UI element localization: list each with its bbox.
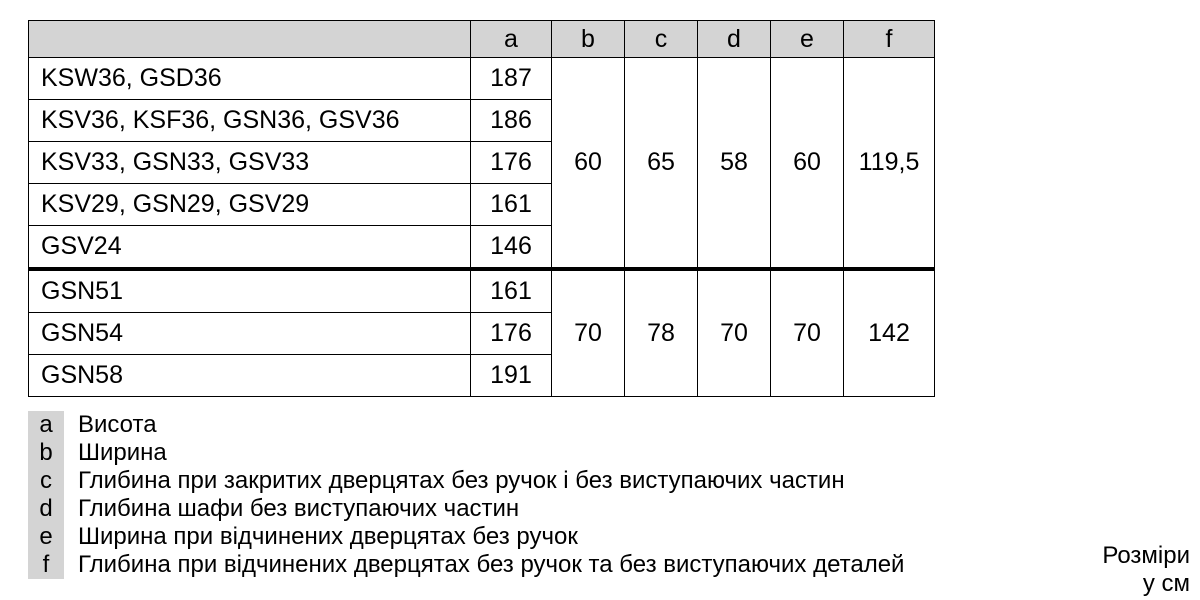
model-cell: KSV33, GSN33, GSV33 bbox=[29, 142, 471, 184]
height-cell: 146 bbox=[471, 226, 552, 270]
header-model bbox=[29, 21, 471, 58]
legend-item bbox=[28, 495, 904, 523]
cabinet-depth-cell: 58 bbox=[698, 58, 771, 270]
width-cell: 60 bbox=[552, 58, 625, 270]
legend-item bbox=[28, 467, 904, 495]
depth-closed-cell: 65 bbox=[625, 58, 698, 270]
legend-key: f bbox=[28, 551, 64, 579]
width-cell: 70 bbox=[552, 269, 625, 397]
header-c: c bbox=[625, 21, 698, 58]
model-cell: KSV29, GSN29, GSV29 bbox=[29, 184, 471, 226]
legend-text: Висота bbox=[78, 411, 157, 438]
legend-key: a bbox=[28, 411, 64, 439]
legend-key: c bbox=[28, 467, 64, 495]
legend-key: b bbox=[28, 439, 64, 467]
legend-key: d bbox=[28, 495, 64, 523]
model-cell: KSV36, KSF36, GSN36, GSV36 bbox=[29, 100, 471, 142]
legend-text: Ширина bbox=[78, 439, 167, 466]
height-cell: 176 bbox=[471, 142, 552, 184]
header-row bbox=[29, 21, 935, 58]
table-row bbox=[29, 58, 935, 100]
legend bbox=[28, 411, 904, 579]
legend-item bbox=[28, 551, 904, 579]
units-note bbox=[1102, 542, 1190, 598]
legend-key: e bbox=[28, 523, 64, 551]
depth-open-cell: 119,5 bbox=[844, 58, 935, 270]
height-cell: 186 bbox=[471, 100, 552, 142]
table-row bbox=[29, 269, 935, 313]
cabinet-depth-cell: 70 bbox=[698, 269, 771, 397]
units-line-2: у см bbox=[1142, 570, 1190, 597]
height-cell: 161 bbox=[471, 269, 552, 313]
header-d: d bbox=[698, 21, 771, 58]
model-cell: GSN51 bbox=[29, 269, 471, 313]
height-cell: 187 bbox=[471, 58, 552, 100]
width-open-cell: 60 bbox=[771, 58, 844, 270]
width-open-cell: 70 bbox=[771, 269, 844, 397]
height-cell: 176 bbox=[471, 313, 552, 355]
header-a: a bbox=[471, 21, 552, 58]
legend-text: Глибина шафи без виступаючих частин bbox=[78, 495, 520, 522]
depth-open-cell: 142 bbox=[844, 269, 935, 397]
model-cell: GSN54 bbox=[29, 313, 471, 355]
header-f: f bbox=[844, 21, 935, 58]
header-b: b bbox=[552, 21, 625, 58]
legend-text: Глибина при відчинених дверцятах без ручок та без виступаючих деталей bbox=[78, 551, 905, 578]
model-cell: KSW36, GSD36 bbox=[29, 58, 471, 100]
model-cell: GSN58 bbox=[29, 355, 471, 397]
model-cell: GSV24 bbox=[29, 226, 471, 270]
legend-text: Глибина при закритих дверцятах без ручок і без виступаючих частин bbox=[78, 467, 845, 494]
height-cell: 161 bbox=[471, 184, 552, 226]
depth-closed-cell: 78 bbox=[625, 269, 698, 397]
legend-item bbox=[28, 439, 904, 467]
units-line-1: Розміри bbox=[1102, 542, 1190, 569]
legend-text: Ширина при відчинених дверцятах без ручок bbox=[78, 523, 578, 550]
legend-item bbox=[28, 411, 904, 439]
dimensions-table bbox=[28, 20, 935, 397]
legend-item bbox=[28, 523, 904, 551]
height-cell: 191 bbox=[471, 355, 552, 397]
header-e: e bbox=[771, 21, 844, 58]
